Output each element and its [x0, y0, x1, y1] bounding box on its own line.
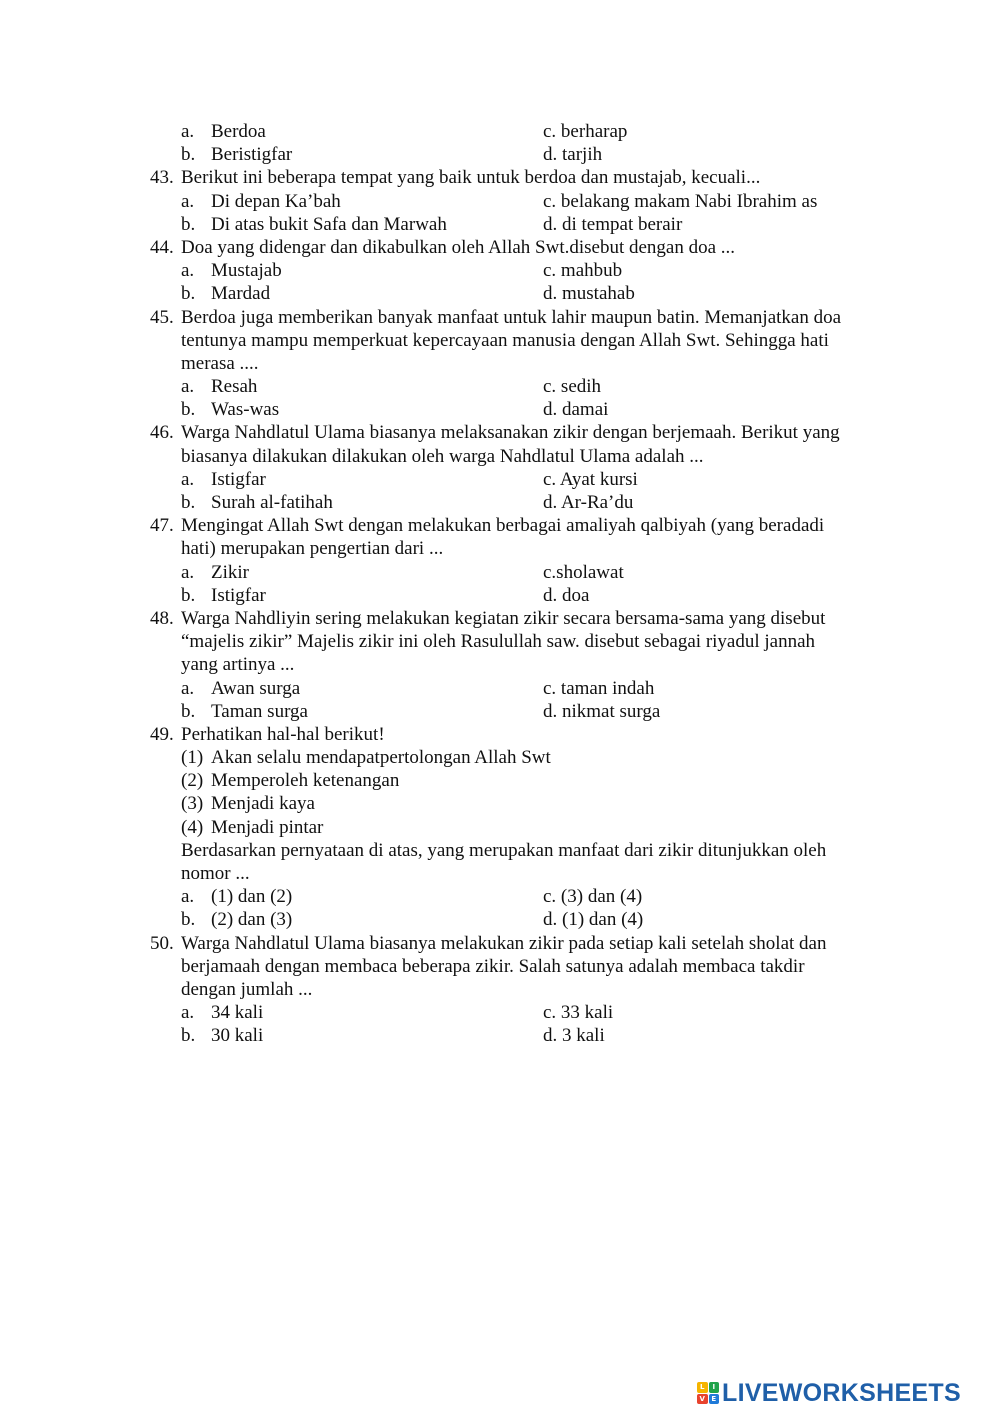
- question-text: Doa yang didengar dan dikabulkan oleh Allah Swt.disebut dengan doa ...: [181, 236, 736, 258]
- option-right: d. tarjih: [543, 144, 603, 166]
- question-line: [150, 421, 890, 444]
- question-number: 45.: [150, 306, 174, 328]
- option-left: [181, 908, 292, 931]
- option-letter: a.: [181, 886, 195, 908]
- option-row: [150, 908, 890, 931]
- logo-tile: L: [697, 1382, 708, 1393]
- question-line: [150, 932, 890, 955]
- statement-number: (4): [181, 816, 204, 838]
- option-row: [150, 259, 890, 282]
- question-text: biasanya dilakukan dilakukan oleh warga Nahdlatul Ulama adalah ...: [181, 445, 704, 467]
- option-left: [181, 398, 279, 421]
- option-text: Di atas bukit Safa dan Marwah: [211, 213, 447, 235]
- statement-number: (1): [181, 747, 204, 769]
- option-text: Istigfar: [211, 468, 266, 490]
- option-left: [181, 1001, 263, 1024]
- option-right: c. (3) dan (4): [543, 886, 643, 908]
- question-number: 50.: [150, 932, 174, 954]
- question-line-continued: [150, 653, 890, 676]
- option-left: [181, 677, 300, 700]
- question-line: [150, 306, 890, 329]
- question-line-continued: [150, 839, 890, 862]
- option-text: Beristigfar: [211, 144, 293, 166]
- option-left: [181, 468, 266, 491]
- option-letter: b.: [181, 584, 196, 606]
- option-right: d. (1) dan (4): [543, 909, 644, 931]
- option-row: [150, 213, 890, 236]
- question-text: dengan jumlah ...: [181, 978, 313, 1000]
- option-right: c. taman indah: [543, 677, 655, 699]
- option-right: c. sedih: [543, 376, 602, 398]
- option-letter: b.: [181, 213, 196, 235]
- statement-text: Memperoleh ketenangan: [211, 770, 400, 792]
- question-line-continued: [150, 630, 890, 653]
- question-number: 48.: [150, 607, 174, 629]
- liveworksheets-logo: [697, 1378, 961, 1408]
- option-text: Mardad: [211, 283, 271, 305]
- option-text: Di depan Ka’bah: [211, 190, 341, 212]
- logo-tile: V: [697, 1394, 708, 1405]
- option-row: [150, 700, 890, 723]
- statement-text: Akan selalu mendapatpertolongan Allah Swt: [211, 747, 551, 769]
- question-line: [150, 236, 890, 259]
- logo-tile: E: [709, 1394, 720, 1405]
- option-row: [150, 468, 890, 491]
- question-line: [150, 723, 890, 746]
- option-row: [150, 120, 890, 143]
- question-line-continued: [150, 537, 890, 560]
- option-row: [150, 561, 890, 584]
- question-line-continued: [150, 445, 890, 468]
- statement-number: (3): [181, 793, 204, 815]
- option-text: (2) dan (3): [211, 909, 293, 931]
- statement-text: Menjadi kaya: [211, 793, 315, 815]
- statement: [181, 746, 551, 769]
- option-text: Istigfar: [211, 584, 266, 606]
- question-line: [150, 607, 890, 630]
- statement-number: (2): [181, 770, 204, 792]
- statement-row: [150, 816, 890, 839]
- option-left: [181, 190, 341, 213]
- option-left: [181, 491, 333, 514]
- option-letter: a.: [181, 468, 195, 490]
- question-text: merasa ....: [181, 352, 259, 374]
- option-letter: a.: [181, 1002, 195, 1024]
- statement-row: [150, 746, 890, 769]
- question-number: 47.: [150, 515, 174, 537]
- option-left: [181, 143, 292, 166]
- statement: [181, 792, 315, 815]
- statement: [181, 769, 399, 792]
- question-line-continued: [150, 352, 890, 375]
- option-letter: a.: [181, 376, 195, 398]
- option-row: [150, 1024, 890, 1047]
- question-line: [150, 514, 890, 537]
- question-text: yang artinya ...: [181, 654, 295, 676]
- option-text: Was-was: [211, 399, 280, 421]
- question-text: Perhatikan hal-hal berikut!: [181, 723, 385, 745]
- option-right: d. doa: [543, 584, 590, 606]
- question-text: Warga Nahdlatul Ulama biasanya melaksanakan zikir dengan berjemaah. Berikut yang: [181, 422, 840, 444]
- option-left: [181, 885, 292, 908]
- option-text: Awan surga: [211, 677, 301, 699]
- option-text: Taman surga: [211, 700, 308, 722]
- option-row: [150, 143, 890, 166]
- option-text: Berdoa: [211, 121, 266, 142]
- option-right: d. nikmat surga: [543, 700, 661, 722]
- option-row: [150, 491, 890, 514]
- option-left: [181, 120, 266, 143]
- option-right: d. mustahab: [543, 283, 635, 305]
- option-text: Mustajab: [211, 260, 282, 282]
- option-letter: a.: [181, 677, 195, 699]
- option-row: [150, 677, 890, 700]
- option-row: [150, 282, 890, 305]
- question-line: [150, 166, 890, 189]
- option-row: [150, 190, 890, 213]
- option-text: Resah: [211, 376, 258, 398]
- option-letter: b.: [181, 399, 196, 421]
- option-left: [181, 584, 266, 607]
- option-text: (1) dan (2): [211, 886, 293, 908]
- question-text: tentunya mampu memperkuat kepercayaan manusia dengan Allah Swt. Sehingga hati: [181, 329, 829, 351]
- option-row: [150, 1001, 890, 1024]
- question-text: nomor ...: [181, 863, 250, 884]
- option-row: [150, 885, 890, 908]
- option-text: Zikir: [211, 561, 249, 583]
- question-text: Berikut ini beberapa tempat yang baik untuk berdoa dan mustajab, kecuali...: [181, 167, 761, 189]
- option-letter: a.: [181, 190, 195, 212]
- liveworksheets-logo-icon: [697, 1382, 719, 1404]
- question-line-continued: [150, 862, 890, 885]
- question-list: [150, 120, 890, 1048]
- logo-tile: I: [709, 1382, 720, 1393]
- option-letter: b.: [181, 144, 196, 166]
- option-left: [181, 1024, 263, 1047]
- option-left: [181, 213, 447, 236]
- question-text: Berdasarkan pernyataan di atas, yang merupakan manfaat dari zikir ditunjukkan oleh: [181, 839, 827, 861]
- statement-row: [150, 769, 890, 792]
- option-letter: b.: [181, 909, 196, 931]
- option-text: Surah al-fatihah: [211, 492, 333, 513]
- question-text: Warga Nahdliyin sering melakukan kegiatan zikir secara bersama-sama yang disebut: [181, 607, 826, 629]
- question-line-continued: [150, 955, 890, 978]
- question-text: “majelis zikir” Majelis zikir ini oleh Rasulullah saw. disebut sebagai riyadul jannah: [181, 631, 816, 653]
- option-row: [150, 375, 890, 398]
- option-right: d. di tempat berair: [543, 213, 683, 235]
- option-right: d. damai: [543, 399, 609, 421]
- option-left: [181, 375, 257, 398]
- option-right: c. berharap: [543, 121, 628, 142]
- option-right: c.sholawat: [543, 561, 624, 583]
- option-right: c. belakang makam Nabi Ibrahim as: [543, 190, 818, 212]
- question-line-continued: [150, 329, 890, 352]
- option-letter: b.: [181, 1025, 196, 1047]
- question-number: 44.: [150, 236, 174, 258]
- option-letter: b.: [181, 283, 196, 305]
- option-right: c. mahbub: [543, 260, 623, 282]
- logo-text: LIVEWORKSHEETS: [722, 1378, 961, 1407]
- question-number: 46.: [150, 422, 174, 444]
- option-letter: a.: [181, 561, 195, 583]
- option-right: c. 33 kali: [543, 1002, 614, 1024]
- question-line-continued: [150, 978, 890, 1001]
- option-row: [150, 584, 890, 607]
- option-letter: b.: [181, 700, 196, 722]
- option-row: [150, 398, 890, 421]
- option-text: 34 kali: [211, 1002, 264, 1024]
- option-right: c. Ayat kursi: [543, 468, 638, 490]
- statement-text: Menjadi pintar: [211, 816, 324, 838]
- statement-row: [150, 792, 890, 815]
- option-right: d. 3 kali: [543, 1025, 605, 1047]
- question-text: Mengingat Allah Swt dengan melakukan berbagai amaliyah qalbiyah (yang beradadi: [181, 515, 825, 537]
- option-text: 30 kali: [211, 1025, 264, 1047]
- option-letter: a.: [181, 121, 195, 142]
- option-left: [181, 561, 249, 584]
- option-left: [181, 282, 270, 305]
- statement: [181, 816, 323, 839]
- option-left: [181, 700, 308, 723]
- question-text: berjamaah dengan membaca beberapa zikir. Salah satunya adalah membaca takdir: [181, 955, 805, 977]
- question-number: 43.: [150, 167, 174, 189]
- option-letter: a.: [181, 260, 195, 282]
- question-text: Warga Nahdlatul Ulama biasanya melakukan zikir pada setiap kali setelah sholat dan: [181, 932, 827, 954]
- option-right: d. Ar-Ra’du: [543, 492, 634, 513]
- question-text: Berdoa juga memberikan banyak manfaat untuk lahir maupun batin. Memanjatkan doa: [181, 306, 842, 328]
- option-left: [181, 259, 282, 282]
- question-text: hati) merupakan pengertian dari ...: [181, 538, 444, 560]
- question-number: 49.: [150, 723, 174, 745]
- option-letter: b.: [181, 492, 196, 513]
